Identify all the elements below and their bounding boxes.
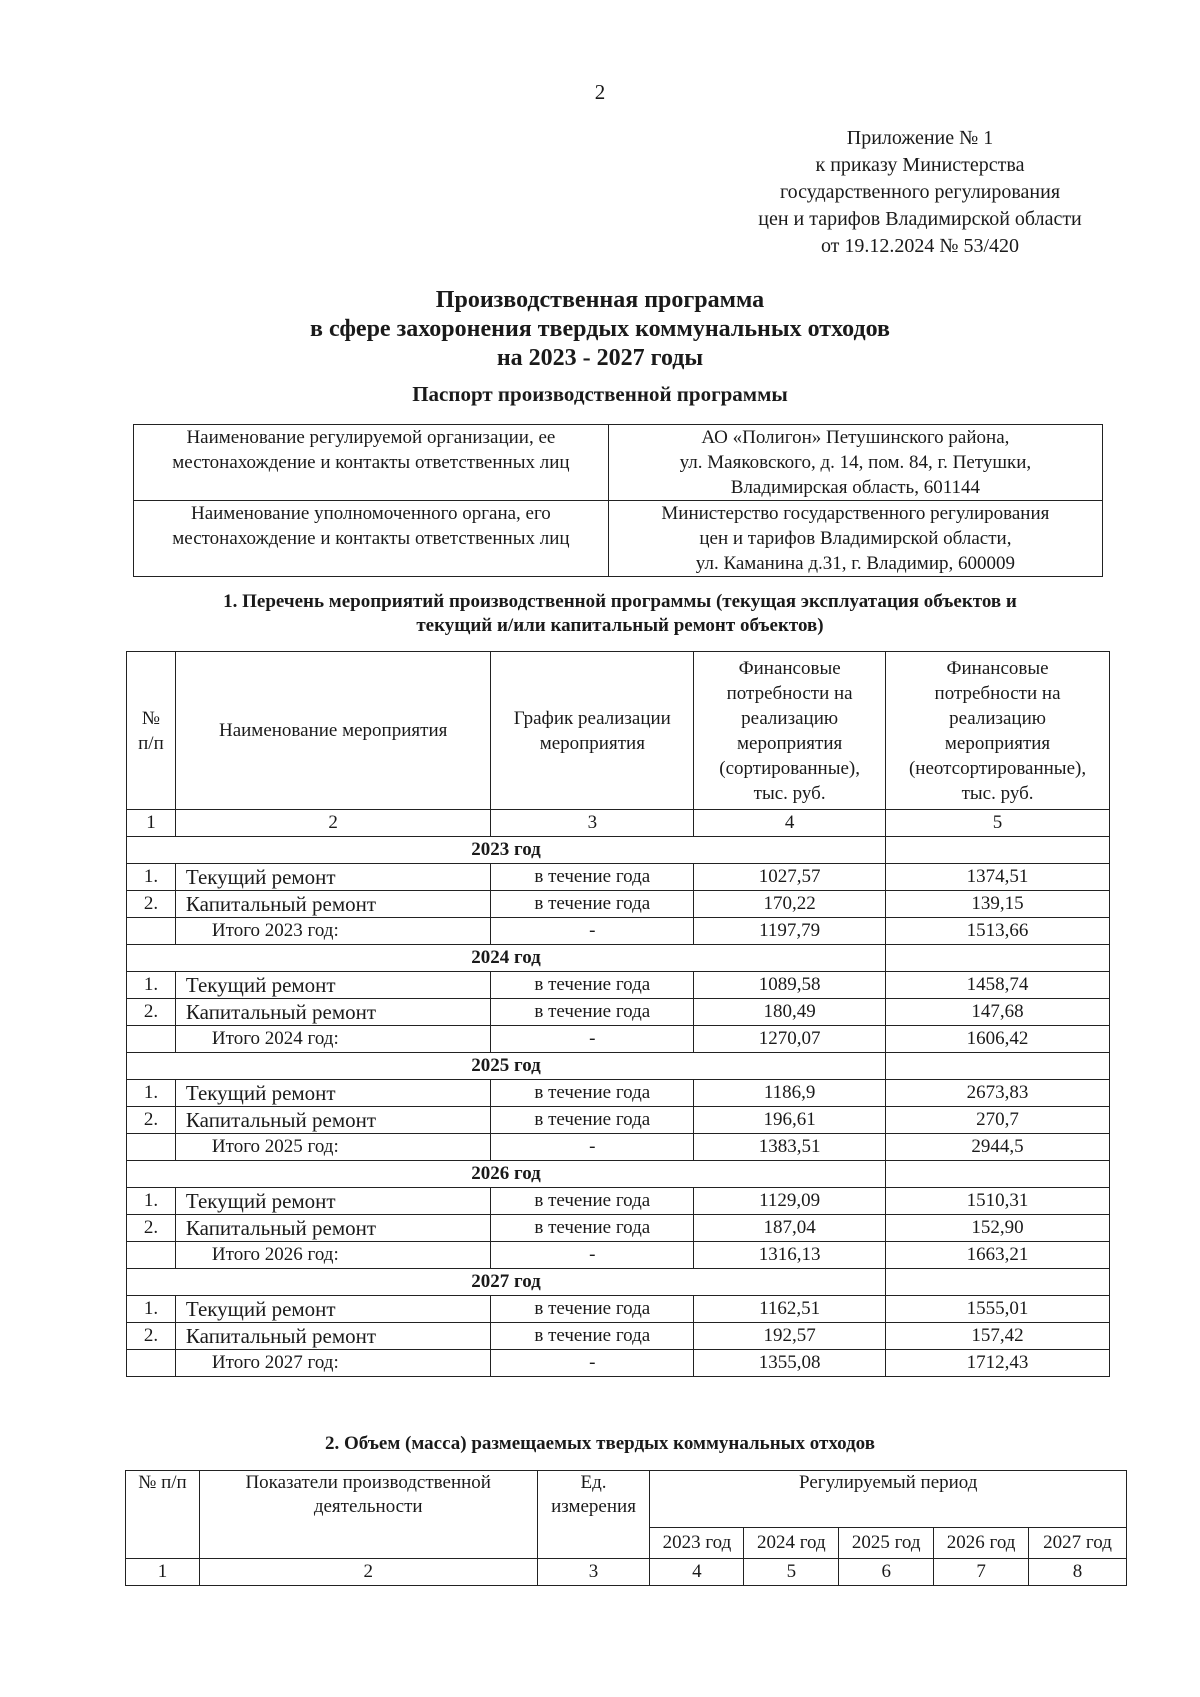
year-row (127, 1269, 1110, 1296)
year-label: 2026 год (127, 1161, 886, 1188)
total-schedule: - (491, 1134, 694, 1161)
passport-value-cell (608, 501, 1102, 577)
row-number: 2. (127, 1215, 176, 1242)
header-line: мероприятия (737, 732, 843, 754)
total-sorted-cost: 1270,07 (694, 1026, 886, 1053)
column-number: 6 (839, 1559, 934, 1586)
header-line: Показатели производственной (245, 1472, 491, 1493)
header-line: Финансовые (946, 657, 1049, 679)
title-line: в сфере захоронения твердых коммунальных отходов (310, 316, 890, 342)
section1-title (140, 590, 1100, 638)
row-number: 2. (127, 891, 176, 918)
total-schedule: - (491, 1242, 694, 1269)
column-number: 2 (175, 810, 491, 837)
passport-row (134, 501, 1103, 577)
measure-schedule: в течение года (491, 999, 694, 1026)
column-number: 1 (126, 1559, 200, 1586)
header-line: потребности на (934, 682, 1061, 704)
total-row (127, 1350, 1110, 1377)
year-row (127, 1161, 1110, 1188)
header-line: потребности на (726, 682, 853, 704)
measure-schedule: в течение года (491, 864, 694, 891)
header-line: реализацию (741, 707, 839, 729)
measure-row (127, 1215, 1110, 1242)
passport-value-line: Министерство государственного регулирования (661, 503, 1050, 524)
measures-table (126, 651, 1110, 1377)
passport-label-cell (134, 501, 609, 577)
sorted-cost: 180,49 (694, 999, 886, 1026)
total-label: Итого 2025 год: (175, 1134, 491, 1161)
total-sorted-cost: 1197,79 (694, 918, 886, 945)
sorted-cost: 1089,58 (694, 972, 886, 999)
column-number: 1 (127, 810, 176, 837)
measure-row (127, 1188, 1110, 1215)
volume-year: 2024 год (744, 1528, 839, 1559)
passport-label-line: местонахождение и контакты ответственных лиц (172, 452, 570, 473)
row-number: 1. (127, 972, 176, 999)
total-unsorted-cost: 1606,42 (886, 1026, 1110, 1053)
unsorted-cost: 157,42 (886, 1323, 1110, 1350)
measure-name: Капитальный ремонт (175, 891, 491, 918)
column-number: 3 (491, 810, 694, 837)
measure-name: Капитальный ремонт (175, 1215, 491, 1242)
empty-cell (886, 1269, 1110, 1296)
total-row (127, 1242, 1110, 1269)
sorted-cost: 1129,09 (694, 1188, 886, 1215)
document-title (0, 286, 1200, 373)
total-row (127, 918, 1110, 945)
empty-cell (886, 837, 1110, 864)
column-number: 3 (537, 1559, 650, 1586)
header-line: тыс. руб. (753, 782, 826, 804)
appendix-line: Приложение № 1 (846, 127, 994, 149)
title-line: Производственная программа (435, 287, 765, 313)
passport-value-line: цен и тарифов Владимирской области, (699, 528, 1012, 549)
unsorted-cost: 1555,01 (886, 1296, 1110, 1323)
column-number: 5 (886, 810, 1110, 837)
header-line: № (141, 707, 161, 729)
total-label: Итого 2026 год: (175, 1242, 491, 1269)
year-label: 2027 год (127, 1269, 886, 1296)
row-number: 2. (127, 999, 176, 1026)
empty-cell (127, 1026, 176, 1053)
empty-cell (886, 945, 1110, 972)
volume-year: 2027 год (1029, 1528, 1127, 1559)
total-row (127, 1134, 1110, 1161)
measure-name: Текущий ремонт (175, 1080, 491, 1107)
volume-header-row (126, 1471, 1127, 1528)
passport-value-line: ул. Каманина д.31, г. Владимир, 600009 (695, 553, 1015, 574)
empty-cell (127, 918, 176, 945)
empty-cell (886, 1161, 1110, 1188)
passport-table (133, 424, 1103, 577)
unsorted-cost: 152,90 (886, 1215, 1110, 1242)
measure-name: Текущий ремонт (175, 1188, 491, 1215)
year-label: 2023 год (127, 837, 886, 864)
total-sorted-cost: 1316,13 (694, 1242, 886, 1269)
year-label: 2025 год (127, 1053, 886, 1080)
passport-label-line: местонахождение и контакты ответственных лиц (172, 528, 570, 549)
header-num (127, 652, 176, 810)
sorted-cost: 1186,9 (694, 1080, 886, 1107)
passport-label-line: Наименование уполномоченного органа, его (190, 503, 551, 524)
header-schedule (491, 652, 694, 810)
appendix-line: цен и тарифов Владимирской области (758, 208, 1082, 230)
appendix-line: государственного регулирования (779, 181, 1061, 203)
passport-value-line: АО «Полигон» Петушинского района, (701, 427, 1010, 448)
header-sorted (694, 652, 886, 810)
empty-cell (127, 1350, 176, 1377)
header-line: Ед. (580, 1472, 607, 1493)
header-line: График реализации (513, 707, 671, 729)
measures-header-row (127, 652, 1110, 810)
unsorted-cost: 1510,31 (886, 1188, 1110, 1215)
total-schedule: - (491, 918, 694, 945)
column-number: 4 (694, 810, 886, 837)
passport-row (134, 425, 1103, 501)
header-line: тыс. руб. (961, 782, 1034, 804)
measure-row (127, 999, 1110, 1026)
section1-title-line: текущий и/или капитальный ремонт объектов) (416, 615, 824, 636)
header-line: реализацию (949, 707, 1046, 729)
volume-header-num: № п/п (126, 1471, 200, 1559)
volume-year: 2026 год (934, 1528, 1029, 1559)
measure-name: Капитальный ремонт (175, 999, 491, 1026)
unsorted-cost: 270,7 (886, 1107, 1110, 1134)
measure-schedule: в течение года (491, 1323, 694, 1350)
column-number: 7 (934, 1559, 1029, 1586)
passport-title: Паспорт производственной программы (412, 382, 788, 406)
volume-year: 2025 год (839, 1528, 934, 1559)
sorted-cost: 1027,57 (694, 864, 886, 891)
measure-name: Текущий ремонт (175, 864, 491, 891)
measure-schedule: в течение года (491, 891, 694, 918)
volume-table (125, 1470, 1127, 1586)
total-sorted-cost: 1383,51 (694, 1134, 886, 1161)
empty-cell (127, 1242, 176, 1269)
volume-year: 2023 год (650, 1528, 744, 1559)
unsorted-cost: 147,68 (886, 999, 1110, 1026)
volume-header-indicators (199, 1471, 537, 1559)
page-number: 2 (594, 80, 606, 104)
appendix-block (700, 125, 1140, 260)
measure-schedule: в течение года (491, 1080, 694, 1107)
unsorted-cost: 2673,83 (886, 1080, 1110, 1107)
sorted-cost: 170,22 (694, 891, 886, 918)
header-line: мероприятия (539, 732, 645, 754)
column-number: 4 (650, 1559, 744, 1586)
total-unsorted-cost: 2944,5 (886, 1134, 1110, 1161)
measure-row (127, 864, 1110, 891)
section2-title: 2. Объем (масса) размещаемых твердых коммунальных отходов (325, 1433, 875, 1454)
header-line: п/п (138, 732, 164, 754)
unsorted-cost: 1374,51 (886, 864, 1110, 891)
volume-header-period: Регулируемый период (650, 1471, 1127, 1528)
row-number: 2. (127, 1323, 176, 1350)
measure-name: Текущий ремонт (175, 972, 491, 999)
year-row (127, 1053, 1110, 1080)
passport-value-line: ул. Маяковского, д. 14, пом. 84, г. Петушки, (679, 452, 1032, 473)
year-row (127, 945, 1110, 972)
row-number: 2. (127, 1107, 176, 1134)
passport-label-line: Наименование регулируемой организации, ее (186, 427, 556, 448)
year-label: 2024 год (127, 945, 886, 972)
header-line: деятельности (313, 1496, 423, 1517)
total-schedule: - (491, 1350, 694, 1377)
header-unsorted (886, 652, 1110, 810)
column-number: 5 (744, 1559, 839, 1586)
header-line: мероприятия (944, 732, 1051, 754)
empty-cell (127, 1134, 176, 1161)
sorted-cost: 196,61 (694, 1107, 886, 1134)
column-number: 2 (199, 1559, 537, 1586)
measure-name: Капитальный ремонт (175, 1323, 491, 1350)
passport-value-line: Владимирская область, 601144 (730, 477, 980, 498)
measure-name: Капитальный ремонт (175, 1107, 491, 1134)
header-name: Наименование мероприятия (175, 652, 491, 810)
measure-row (127, 1107, 1110, 1134)
row-number: 1. (127, 1080, 176, 1107)
section1-title-line: 1. Перечень мероприятий производственной программы (текущая эксплуатация объектов и (223, 591, 1017, 612)
total-label: Итого 2023 год: (175, 918, 491, 945)
passport-label-cell (134, 425, 609, 501)
total-unsorted-cost: 1712,43 (886, 1350, 1110, 1377)
unsorted-cost: 1458,74 (886, 972, 1110, 999)
appendix-line: от 19.12.2024 № 53/420 (820, 235, 1020, 257)
measure-row (127, 891, 1110, 918)
measure-schedule: в течение года (491, 972, 694, 999)
measure-row (127, 972, 1110, 999)
total-unsorted-cost: 1513,66 (886, 918, 1110, 945)
title-line: на 2023 - 2027 годы (496, 345, 704, 371)
empty-cell (886, 1053, 1110, 1080)
column-number-row (127, 810, 1110, 837)
measure-row (127, 1296, 1110, 1323)
sorted-cost: 192,57 (694, 1323, 886, 1350)
total-label: Итого 2027 год: (175, 1350, 491, 1377)
row-number: 1. (127, 1188, 176, 1215)
measure-schedule: в течение года (491, 1188, 694, 1215)
total-row (127, 1026, 1110, 1053)
measure-schedule: в течение года (491, 1215, 694, 1242)
column-number: 8 (1029, 1559, 1127, 1586)
total-unsorted-cost: 1663,21 (886, 1242, 1110, 1269)
row-number: 1. (127, 1296, 176, 1323)
year-row (127, 837, 1110, 864)
total-label: Итого 2024 год: (175, 1026, 491, 1053)
volume-header-unit (537, 1471, 650, 1559)
unsorted-cost: 139,15 (886, 891, 1110, 918)
passport-value-cell (608, 425, 1102, 501)
total-schedule: - (491, 1026, 694, 1053)
row-number: 1. (127, 864, 176, 891)
measure-schedule: в течение года (491, 1296, 694, 1323)
header-line: Финансовые (738, 657, 841, 679)
sorted-cost: 187,04 (694, 1215, 886, 1242)
measure-name: Текущий ремонт (175, 1296, 491, 1323)
measure-row (127, 1323, 1110, 1350)
header-line: измерения (551, 1496, 636, 1517)
measure-row (127, 1080, 1110, 1107)
volume-column-number-row (126, 1559, 1127, 1586)
sorted-cost: 1162,51 (694, 1296, 886, 1323)
header-line: (неотсортированные), (908, 757, 1087, 779)
header-line: (сортированные), (719, 757, 860, 779)
appendix-line: к приказу Министерства (815, 154, 1025, 176)
total-sorted-cost: 1355,08 (694, 1350, 886, 1377)
measure-schedule: в течение года (491, 1107, 694, 1134)
